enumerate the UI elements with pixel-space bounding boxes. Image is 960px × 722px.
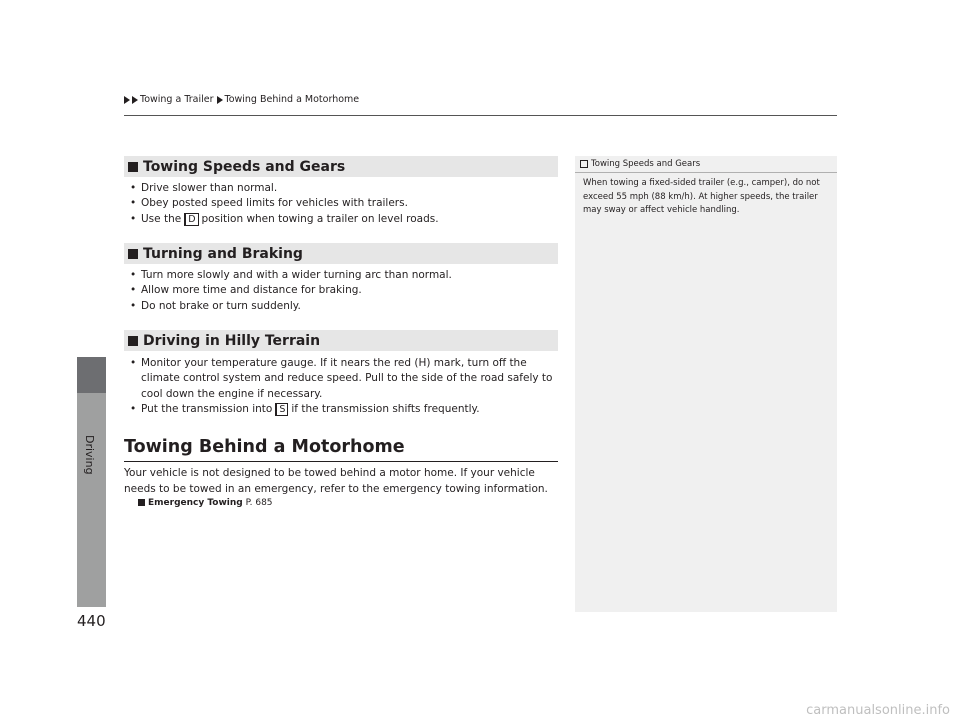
- section-header-turning-braking: [124, 243, 558, 264]
- page-number: 440: [77, 612, 106, 630]
- chapter-tab: [77, 357, 106, 607]
- breadcrumb-arrow-icon: [132, 96, 138, 104]
- list-item: [130, 212, 558, 227]
- list-item: [130, 268, 558, 283]
- list-item: [130, 356, 558, 402]
- list-item-text: Use the: [141, 212, 182, 225]
- section-square-icon: [128, 249, 138, 259]
- xref-page: P. 685: [245, 498, 273, 508]
- chapter-tab-marker: [77, 357, 106, 393]
- breadcrumb-item-towing-behind-motorhome[interactable]: Towing Behind a Motorhome: [224, 94, 360, 105]
- bullet-list-hilly-terrain: [130, 356, 558, 417]
- cross-reference-link[interactable]: [138, 498, 273, 508]
- list-item-text: Do not brake or turn suddenly.: [141, 299, 301, 312]
- breadcrumb-item-towing-a-trailer[interactable]: Towing a Trailer: [140, 94, 214, 105]
- breadcrumb-arrow-icon: [217, 96, 223, 104]
- section-title: Turning and Braking: [143, 245, 303, 262]
- breadcrumb: [124, 94, 359, 105]
- bullet-list-towing-speeds: [130, 181, 558, 227]
- list-item-text: Obey posted speed limits for vehicles with trailers.: [141, 197, 408, 210]
- motorhome-body-text: Your vehicle is not designed to be towed behind a motor home. If your vehicle needs to be towed in an emergency, refer to the emergency towing information.: [124, 467, 548, 495]
- watermark: carmanualsonline.info: [806, 703, 950, 718]
- section-square-icon: [128, 162, 138, 172]
- list-item-text: if the transmission shifts frequently.: [291, 402, 480, 415]
- note-divider: [575, 172, 837, 173]
- reference-arrow-icon: [138, 499, 145, 506]
- list-item: [130, 299, 558, 314]
- section-title: Towing Speeds and Gears: [143, 158, 346, 175]
- list-item: [130, 402, 558, 417]
- list-item-text: Put the transmission into: [141, 402, 273, 415]
- bullet-list-turning-braking: [130, 268, 558, 314]
- list-item: [130, 196, 558, 211]
- gear-s-key-icon: S: [275, 403, 288, 416]
- section-square-icon: [128, 336, 138, 346]
- section-heading-motorhome: Towing Behind a Motorhome: [124, 437, 405, 457]
- note-marker-icon: [580, 160, 588, 168]
- list-item-text: position when towing a trailer on level roads.: [201, 212, 439, 225]
- list-item-text: Monitor your temperature gauge. If it nears the red (H) mark, turn off the climate control system and reduce speed. Pull to the side of the road safely to cool down the engine if necessary.: [141, 357, 553, 400]
- list-item: [130, 181, 558, 196]
- gear-d-key-icon: D: [184, 213, 198, 226]
- list-item-text: Turn more slowly and with a wider turning arc than normal.: [141, 269, 452, 281]
- list-item-text: Drive slower than normal.: [141, 182, 278, 194]
- section-header-towing-speeds: [124, 156, 558, 177]
- header-divider: [124, 115, 837, 116]
- heading-underline: [124, 461, 558, 462]
- note-panel: [575, 156, 837, 612]
- list-item-text: Allow more time and distance for braking.: [141, 284, 362, 297]
- section-title: Driving in Hilly Terrain: [143, 332, 321, 349]
- note-title-text: Towing Speeds and Gears: [591, 159, 701, 169]
- note-body: When towing a fixed-sided trailer (e.g., camper), do not exceed 55 mph (88 km/h). At higher speeds, the trailer may sway or affect vehicle handling.: [583, 178, 820, 215]
- chapter-label: Driving: [83, 435, 96, 475]
- breadcrumb-arrow-icon: [124, 96, 130, 104]
- xref-title: Emergency Towing: [148, 498, 243, 508]
- list-item: [130, 283, 558, 298]
- note-title: [580, 159, 700, 169]
- section-header-hilly-terrain: [124, 330, 558, 351]
